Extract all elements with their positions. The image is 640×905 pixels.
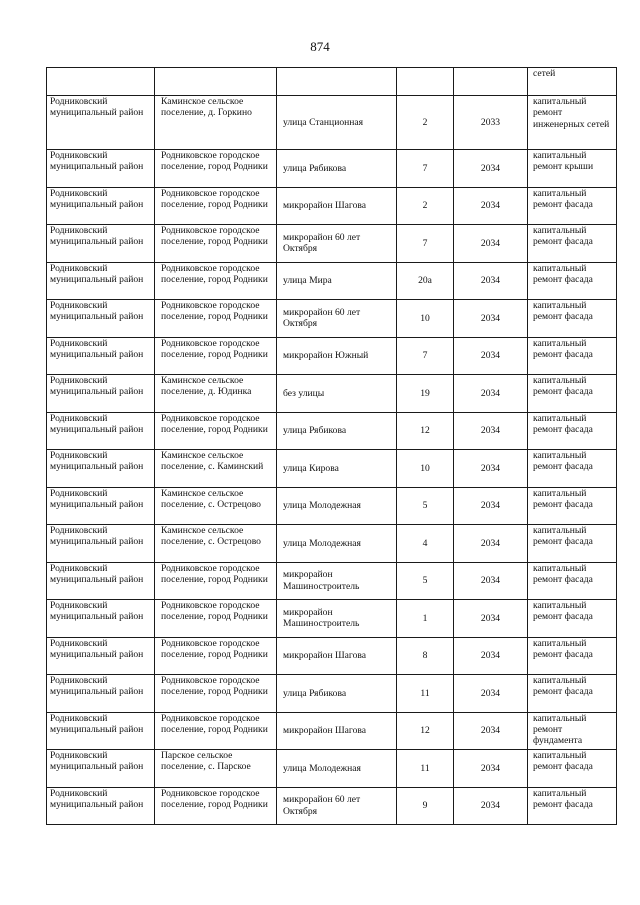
house-number-cell: 12 (397, 712, 454, 750)
street-cell: микрорайон 60 лет Октября (277, 300, 397, 338)
table-row (47, 412, 617, 450)
table-row (47, 787, 617, 825)
district-cell: Родниковский муниципальный район (47, 300, 155, 338)
work-type-cell: капитальный ремонт фасада (528, 412, 617, 450)
year-cell: 2033 (454, 96, 528, 150)
house-number-cell: 7 (397, 337, 454, 375)
district-cell: Родниковский муниципальный район (47, 600, 155, 638)
settlement-cell (155, 68, 277, 96)
table-row (47, 712, 617, 750)
district-cell (47, 68, 155, 96)
settlement-cell: Каминское сельское поселение, д. Юдинка (155, 375, 277, 413)
street-cell: микрорайон Шагова (277, 712, 397, 750)
work-type-cell: капитальный ремонт фасада (528, 750, 617, 788)
street-cell: микрорайон Машиностроитель (277, 562, 397, 600)
table-row (47, 600, 617, 638)
district-cell: Родниковский муниципальный район (47, 450, 155, 488)
table-row (47, 300, 617, 338)
district-cell: Родниковский муниципальный район (47, 525, 155, 563)
settlement-cell: Каминское сельское поселение, с. Каминский (155, 450, 277, 488)
district-cell: Родниковский муниципальный район (47, 487, 155, 525)
house-number-cell (397, 68, 454, 96)
street-cell: улица Рябикова (277, 412, 397, 450)
table-row (47, 96, 617, 150)
street-cell: микрорайон 60 лет Октября (277, 787, 397, 825)
table-row (47, 562, 617, 600)
district-cell: Родниковский муниципальный район (47, 262, 155, 300)
register-table (46, 67, 617, 825)
district-cell: Родниковский муниципальный район (47, 637, 155, 675)
settlement-cell: Родниковское городское поселение, город Родники (155, 412, 277, 450)
house-number-cell: 2 (397, 96, 454, 150)
district-cell: Родниковский муниципальный район (47, 712, 155, 750)
house-number-cell: 7 (397, 150, 454, 188)
work-type-cell: капитальный ремонт фасада (528, 600, 617, 638)
year-cell: 2034 (454, 600, 528, 638)
house-number-cell: 8 (397, 637, 454, 675)
table-body (47, 68, 617, 825)
settlement-cell: Родниковское городское поселение, город Родники (155, 187, 277, 225)
street-cell (277, 68, 397, 96)
table-row (47, 525, 617, 563)
year-cell: 2034 (454, 337, 528, 375)
year-cell (454, 68, 528, 96)
street-cell: улица Молодежная (277, 525, 397, 563)
street-cell: улица Кирова (277, 450, 397, 488)
work-type-cell: капитальный ремонт фасада (528, 337, 617, 375)
table-row (47, 187, 617, 225)
settlement-cell: Родниковское городское поселение, город Родники (155, 225, 277, 263)
table-row (47, 68, 617, 96)
district-cell: Родниковский муниципальный район (47, 337, 155, 375)
work-type-cell: капитальный ремонт фасада (528, 525, 617, 563)
work-type-cell: капитальный ремонт фундамента (528, 712, 617, 750)
street-cell: микрорайон Шагова (277, 637, 397, 675)
district-cell: Родниковский муниципальный район (47, 412, 155, 450)
table-row (47, 750, 617, 788)
work-type-cell: капитальный ремонт фасада (528, 637, 617, 675)
house-number-cell: 4 (397, 525, 454, 563)
settlement-cell: Парское сельское поселение, с. Парское (155, 750, 277, 788)
year-cell: 2034 (454, 637, 528, 675)
work-type-cell: капитальный ремонт фасада (528, 562, 617, 600)
year-cell: 2034 (454, 750, 528, 788)
house-number-cell: 10 (397, 450, 454, 488)
work-type-cell: капитальный ремонт фасада (528, 675, 617, 713)
year-cell: 2034 (454, 150, 528, 188)
table-row (47, 450, 617, 488)
work-type-cell: капитальный ремонт крыши (528, 150, 617, 188)
table-row (47, 487, 617, 525)
street-cell: улица Молодежная (277, 487, 397, 525)
house-number-cell: 20а (397, 262, 454, 300)
district-cell: Родниковский муниципальный район (47, 96, 155, 150)
district-cell: Родниковский муниципальный район (47, 375, 155, 413)
year-cell: 2034 (454, 525, 528, 563)
settlement-cell: Родниковское городское поселение, город Родники (155, 562, 277, 600)
house-number-cell: 5 (397, 562, 454, 600)
table-row (47, 225, 617, 263)
house-number-cell: 10 (397, 300, 454, 338)
work-type-cell: капитальный ремонт фасада (528, 787, 617, 825)
house-number-cell: 2 (397, 187, 454, 225)
house-number-cell: 1 (397, 600, 454, 638)
district-cell: Родниковский муниципальный район (47, 225, 155, 263)
settlement-cell: Родниковское городское поселение, город Родники (155, 150, 277, 188)
settlement-cell: Родниковское городское поселение, город Родники (155, 600, 277, 638)
table-row (47, 337, 617, 375)
year-cell: 2034 (454, 225, 528, 263)
street-cell: микрорайон Южный (277, 337, 397, 375)
district-cell: Родниковский муниципальный район (47, 562, 155, 600)
work-type-cell: капитальный ремонт фасада (528, 262, 617, 300)
work-type-cell: капитальный ремонт фасада (528, 375, 617, 413)
house-number-cell: 19 (397, 375, 454, 413)
settlement-cell: Каминское сельское поселение, с. Острецово (155, 525, 277, 563)
district-cell: Родниковский муниципальный район (47, 187, 155, 225)
house-number-cell: 5 (397, 487, 454, 525)
table-row (47, 637, 617, 675)
year-cell: 2034 (454, 412, 528, 450)
house-number-cell: 9 (397, 787, 454, 825)
house-number-cell: 12 (397, 412, 454, 450)
year-cell: 2034 (454, 562, 528, 600)
settlement-cell: Каминское сельское поселение, с. Острецово (155, 487, 277, 525)
street-cell: улица Молодежная (277, 750, 397, 788)
year-cell: 2034 (454, 712, 528, 750)
street-cell: микрорайон Машиностроитель (277, 600, 397, 638)
year-cell: 2034 (454, 675, 528, 713)
year-cell: 2034 (454, 450, 528, 488)
year-cell: 2034 (454, 187, 528, 225)
work-type-cell: сетей (528, 68, 617, 96)
page-number: 874 (310, 39, 330, 54)
year-cell: 2034 (454, 262, 528, 300)
district-cell: Родниковский муниципальный район (47, 787, 155, 825)
table-row (47, 675, 617, 713)
settlement-cell: Родниковское городское поселение, город Родники (155, 337, 277, 375)
settlement-cell: Родниковское городское поселение, город Родники (155, 637, 277, 675)
street-cell: улица Рябикова (277, 150, 397, 188)
house-number-cell: 11 (397, 750, 454, 788)
district-cell: Родниковский муниципальный район (47, 750, 155, 788)
street-cell: улица Рябикова (277, 675, 397, 713)
settlement-cell: Родниковское городское поселение, город Родники (155, 712, 277, 750)
table-row (47, 150, 617, 188)
work-type-cell: капитальный ремонт фасада (528, 225, 617, 263)
work-type-cell: капитальный ремонт фасада (528, 450, 617, 488)
house-number-cell: 7 (397, 225, 454, 263)
district-cell: Родниковский муниципальный район (47, 150, 155, 188)
street-cell: улица Станционная (277, 96, 397, 150)
year-cell: 2034 (454, 300, 528, 338)
work-type-cell: капитальный ремонт фасада (528, 487, 617, 525)
settlement-cell: Родниковское городское поселение, город Родники (155, 675, 277, 713)
street-cell: улица Мира (277, 262, 397, 300)
work-type-cell: капитальный ремонт инженерных сетей (528, 96, 617, 150)
table-row (47, 375, 617, 413)
work-type-cell: капитальный ремонт фасада (528, 300, 617, 338)
year-cell: 2034 (454, 375, 528, 413)
work-type-cell: капитальный ремонт фасада (528, 187, 617, 225)
settlement-cell: Каминское сельское поселение, д. Горкино (155, 96, 277, 150)
street-cell: без улицы (277, 375, 397, 413)
settlement-cell: Родниковское городское поселение, город Родники (155, 300, 277, 338)
year-cell: 2034 (454, 787, 528, 825)
settlement-cell: Родниковское городское поселение, город Родники (155, 787, 277, 825)
settlement-cell: Родниковское городское поселение, город Родники (155, 262, 277, 300)
district-cell: Родниковский муниципальный район (47, 675, 155, 713)
table-row (47, 262, 617, 300)
house-number-cell: 11 (397, 675, 454, 713)
street-cell: микрорайон 60 лет Октября (277, 225, 397, 263)
street-cell: микрорайон Шагова (277, 187, 397, 225)
year-cell: 2034 (454, 487, 528, 525)
